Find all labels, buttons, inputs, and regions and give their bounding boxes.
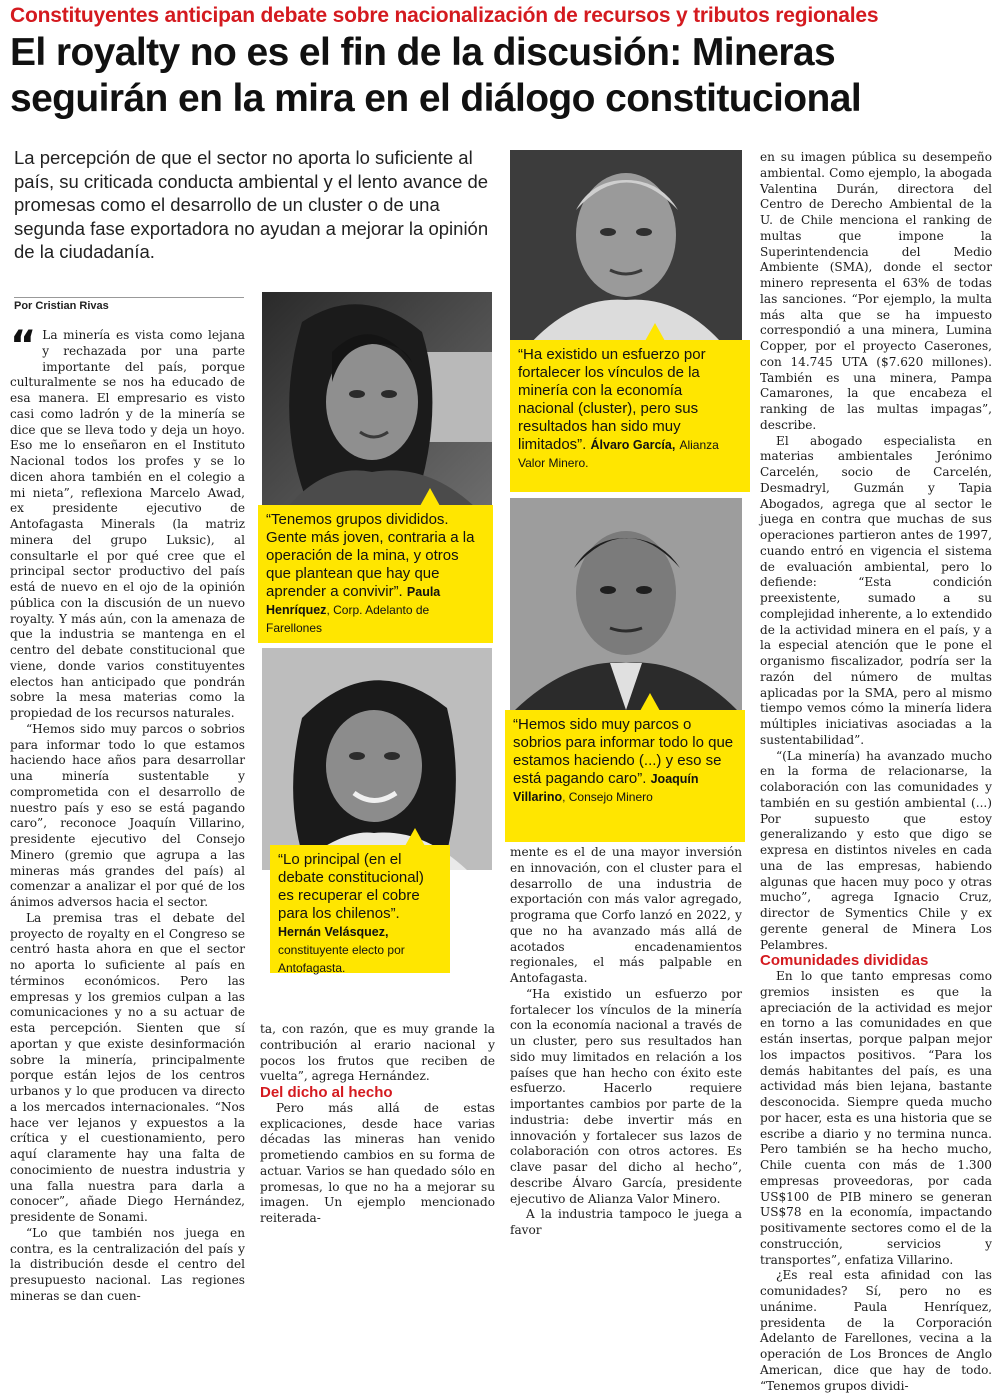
paragraph: “Hemos sido muy parcos o sobrios para informar todo lo que estamos haciendo hace años para desarrollar una minería sustentable y comprometida con el desarrollo de nuestro país y eso se está pagando caro”, reconoce Joaquín Villarino, presidente ejecutivo del Consejo Minero (gremio que agrupa a las mineras más grandes del país) al comenzar a analizar el por qué de los ánimos adversos hacia el sector. [10,721,245,909]
deck: La percepción de que el sector no aporta lo suficiente al país, su criticada conducta ambiental y el lento avance de promesas como el desarrollo de un cluster o de una segunda fase exportadora no ayudan a mejorar la opinión de la ciudadanía. [14,147,489,262]
portrait-older-man-image [510,150,742,355]
article-column-1 [10,323,245,1305]
quote-callout-joaquin [505,710,745,842]
quote-author: Álvaro García, [590,438,676,452]
paragraph: ¿Es real esta afinidad con las comunidades? Sí, pero no es unánime. Paula Henríquez, presidenta de la Corporación Adelanto de Farellones, vecina a la operación de Los Bronces de Anglo American, dice que hay de todo. “Tenemos grupos dividi- [760,1268,992,1393]
callout-pointer [405,828,425,846]
quote-affiliation: , Corp. Adelanto de Farellones [266,603,430,635]
paragraph: ta, con razón, que es muy grande la contribución al erario nacional y pocos los frutos que reciben de vuelta”, agrega Hernández. [260,1022,495,1084]
quote-affiliation: Alianza Valor Minero. [518,438,719,470]
paragraph: A la industria tampoco le juega a favor [510,1207,742,1237]
quote-text: “Ha existido un esfuerzo por fortalecer los vínculos de la minería con la economía nacional (cluster), pero sus resultados han sido muy limitados”. [518,346,706,453]
quote-text: “Hemos sido muy parcos o sobrios para informar todo lo que estamos haciendo (...) y eso se está pagando caro”. [513,716,734,787]
photo-paula-henriquez [262,292,492,514]
paragraph: La minería es vista como lejana y rechazada por una parte importante del país, porque culturalmente se nos ha educado de esa manera. El empresario es visto casi como ladrón y de la minería se dice que se lleva todo y deja un hoyo. Eso me lo enseñaron en el Instituto Nacional todos los profes y se lo dicen ahora también en el colegio a mi nieta”, reflexiona Marcelo Awad, ex presidente ejecutivo de Antofagasta Minerals (la matriz minera del grupo Luksic), al consultarle el por qué cree que el principal sector productivo del país está de nuevo en el ojo de la opinión pública con la discusión de un nuevo royalty. Y más aún, con la amenaza de que la industria se mantenga en el centro del debate constitucional que viene, donde varios constituyentes electos han anticipado que pondrán sobre la mesa materias como la propiedad de los recursos naturales. [10,328,245,720]
quote-author: Hernán Velásquez, [278,925,389,939]
paragraph: mente es el de una mayor inversión en innovación, con el cluster para el desarrollo de una industria de exportación con más valor agregado, programa que Corfo lanzó en 2022, y que no ha avanzado más allá de acotados encadenamientos regionales, el más palpable en Antofagasta. [510,845,742,985]
byline: Por Cristian Rivas [14,297,244,312]
quote-author: Paula Henríquez [266,585,441,617]
portrait-man-suit-image [510,498,742,710]
paragraph: En lo que tanto empresas como gremios insisten es que la apreciación de la actividad es mejor en torno a las comunidades en que están insertas, porque palpan mejor los impactos positivos. “Para los demás habitantes del país, es una actividad más bien lejana, bastante desconocida. Siempre queda mucho por hacer, esta es una historia que se escribe a diario y no termina nunca. Pero también se ha hecho mucho, Chile cuenta con más de 1.300 empresas proveedoras, por cada US$100 de PIB minero se generan US$78 en la economía, impactando positivamente sectores como el de la construcción, servicios y transportes”, enfatiza Villarino. [760,969,992,1267]
quote-affiliation: constituyente electo por Antofagasta. [278,943,405,975]
callout-pointer [645,323,665,341]
paragraph: “Lo que también nos juega en contra, es la centralización del país y la distribución desde el centro del presupuesto nacional. Las regiones mineras se dan cuen- [10,1225,245,1303]
quote-callout-hernan [270,845,450,973]
article-column-2 [260,1022,495,1227]
headline: El royalty no es el fin de la discusión: Mineras seguirán en la mira en el diálogo constitucional [10,31,862,120]
quote-callout-alvaro [510,340,750,492]
portrait-woman-image [262,292,492,514]
photo-hernan-velasquez [262,648,492,870]
article-column-3 [510,845,742,1239]
quote-affiliation: , Consejo Minero [562,790,653,804]
quote-text: “Tenemos grupos divididos. Gente más joven, contraria a la operación de la mina, y otros que plantean que hay que aprender a convivir”. [266,511,475,600]
paragraph: en su imagen pública su desempeño ambiental. Como ejemplo, la abogada Valentina Durán, directora del Centro de Derecho Ambiental de la U. de Chile menciona el ranking de multas que impone la Superintendencia del Medio Ambiente (SMA), donde el sector minero representa el 63% de todas las sanciones. “Por ejemplo, la multa más alta que se ha impuesto correspondió a una minera, Lumina Copper, por el proyecto Caserones, con 14.745 UTA ($7.620 millones). También es una minera, Pampa Camarones, la que encabeza el ranking de las multas impagas”, describe. [760,150,992,432]
paragraph: El abogado especialista en materias ambientales Jerónimo Carcelén, socio de Carcelén, Desmadryl, Guzmán y Tapia Abogados, agrega que al sector le juega en contra que muchas de sus operaciones partieron antes de 1997, cuando entró en vigencia el sistema de evaluación ambiental, pero lo defiende: “Esta condición preexistente, sumado a su complejidad inherente, a lo extendido de la actividad minera en el país, y a la especial atención que le pone el organismo fiscalizador, podría ser la razón del número de multas aplicadas por la SMA, pero al mismo tiempo vemos cómo la minería lidera múltiples iniciativas asociadas a la sustentabilidad”. [760,433,992,747]
kicker: Constituyentes anticipan debate sobre nacionalización de recursos y tributos regionales [10,4,879,27]
subheading: Comunidades divididas [760,952,929,970]
paragraph: Pero más allá de estas explicaciones, desde hace varias décadas las mineras han venido prometiendo cambios en su forma de actuar. Varios se han quedado sólo en promesas, lo que no ha a mejorar su imagen. Un ejemplo mencionado reiterada- [260,1100,495,1225]
callout-pointer [420,488,440,506]
quote-callout-paula [258,505,493,643]
paragraph: “Ha existido un esfuerzo por fortalecer los vínculos de la minería con la economía nacional a través de un cluster, pero sus resultados han sido muy limitados en relación a los países que han hecho con éxito este esfuerzo. Hacerlo requiere importantes cambios por parte de la industria: debe invertir más en innovación y fortalecer sus lazos de colaboración con otros actores. Es clave pasar del dicho al hecho”, describe Álvaro García, presidente ejecutivo de Alianza Valor Minero. [510,986,742,1206]
quote-text: “Lo principal (en el debate constitucional) es recuperar el cobre para los chilenos”. [278,851,424,922]
article-column-4 [760,150,992,1394]
photo-joaquin-villarino [510,498,742,710]
callout-pointer [640,693,660,711]
drop-quote-mark: “ [10,323,37,369]
paragraph: La premisa tras el debate del proyecto de royalty en el Congreso se centró hasta ahora en que el sector no aporta lo suficiente al país en términos económicos. Pero las empresas y los gremios culpan a las comunicaciones y no a su actuar de esta percepción. Sienten que sí aportan y que existe desinformación sobre la minería, principalmente porque están lejos de los centros urbanos y lo que producen va directo a los mercados internacionales. “Nos hace ver lejanos y expuestos a la crítica y el cuestionamiento, pero aquí claramente hay una falta de conocimiento de nuestra industria y una falla nuestra para darla a conocer”, añade Diego Hernández, presidente de Sonami. [10,910,245,1224]
paragraph: “(La minería) ha avanzado mucho en la forma de relacionarse, la colaboración con las comunidades y también en su gestión ambiental (...) Por supuesto que estoy generalizando y esto que digo se expresa en distintos niveles en cada una de las empresas, habiendo algunas que hacen muy poco y otras mucho”, agrega Ignacio Cruz, director de Symentics Chile y ex gerente general de Minera Los Pelambres. [760,748,992,952]
subheading: Del dicho al hecho [260,1084,393,1101]
photo-alvaro-garcia [510,150,742,355]
portrait-man-long-hair-image [262,648,492,870]
quote-author: Joaquín Villarino [513,772,699,804]
